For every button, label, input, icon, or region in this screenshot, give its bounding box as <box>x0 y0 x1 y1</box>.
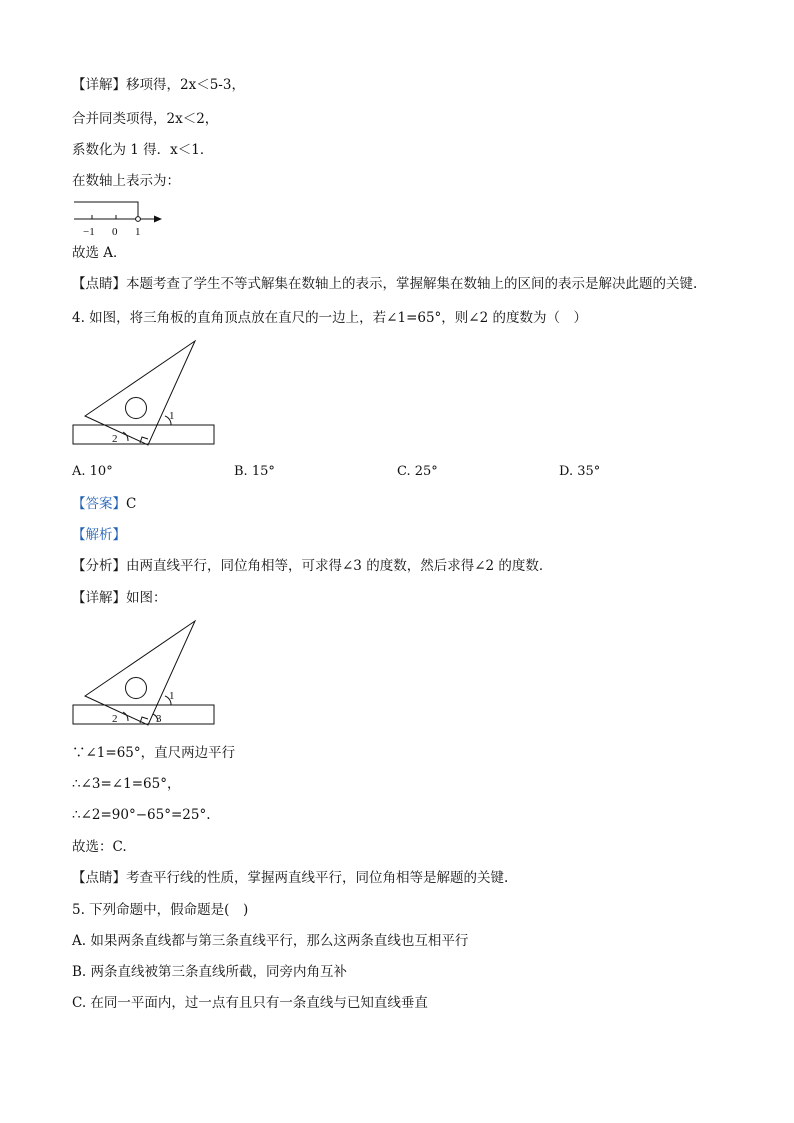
angle-2-label: 2 <box>112 713 118 725</box>
q4-answer-line <box>72 495 136 513</box>
detail-text: 如图： <box>126 590 167 606</box>
q3-detail-line <box>72 76 245 94</box>
q3-step4: 在数轴上表示为： <box>72 173 180 189</box>
q4-question: 4. 如图，将三角板的直角顶点放在直尺的一边上，若∠1=65°，则∠2 的度数为（ ） <box>72 310 588 326</box>
angle-3-label: 3 <box>156 713 162 725</box>
triangle-ruler-figure-1 <box>70 338 220 450</box>
answer-label: 【答案】 <box>72 496 126 512</box>
q3-step2: 合并同类项得，2x＜2， <box>72 111 219 127</box>
q5-option-b: B. 两条直线被第三条直线所截，同旁内角互补 <box>72 964 348 980</box>
option-a: A. 10° <box>72 464 113 479</box>
answer-value: C <box>126 496 137 512</box>
q4-step3: ∴∠2=90°−65°=25°. <box>72 807 211 823</box>
q4-fenxi-line <box>72 557 552 575</box>
comment-text: 考查平行线的性质，掌握两直线平行，同位角相等是解题的关键. <box>126 870 509 886</box>
comment-label: 【点睛】 <box>72 870 126 886</box>
q4-comment-line <box>72 869 508 887</box>
tick-label: 0 <box>112 226 118 238</box>
option-d: D. 35° <box>559 464 601 479</box>
detail-label: 【详解】 <box>72 590 126 606</box>
fenxi-text: 由两直线平行，同位角相等，可求得∠3 的度数，然后求得∠2 的度数． <box>126 558 553 574</box>
q5-option-c: C. 在同一平面内，过一点有且只有一条直线与已知直线垂直 <box>72 995 428 1011</box>
q4-step2: ∴∠3=∠1=65°， <box>72 776 181 792</box>
q3-choice: 故选 A． <box>72 245 127 261</box>
fenxi-label: 【分析】 <box>72 558 126 574</box>
analysis-label: 【解析】 <box>72 527 126 543</box>
option-c: C. 25° <box>397 464 438 479</box>
q3-step3: 系数化为 1 得．x＜1． <box>72 142 214 158</box>
comment-text: 本题考查了学生不等式解集在数轴上的表示，掌握解集在数轴上的区间的表示是解决此题的关键. <box>126 276 698 292</box>
tick-label: 1 <box>135 226 141 238</box>
q4-step1: ∵∠1=65°，直尺两边平行 <box>72 745 236 761</box>
option-b: B. 15° <box>234 464 275 479</box>
comment-label: 【点睛】 <box>72 276 126 292</box>
angle-2-label: 2 <box>112 433 118 445</box>
q3-comment-line <box>72 275 697 293</box>
q4-detail-line <box>72 589 167 607</box>
q5-option-a: A. 如果两条直线都与第三条直线平行，那么这两条直线也互相平行 <box>72 933 469 949</box>
detail-text: 移项得，2x＜5-3， <box>126 77 245 93</box>
angle-1-label: 1 <box>169 410 175 422</box>
q5-question: 5. 下列命题中，假命题是( ) <box>72 902 249 918</box>
angle-1-label: 1 <box>169 690 175 702</box>
tick-label: −1 <box>83 226 95 238</box>
number-line-figure <box>70 192 170 238</box>
triangle-ruler-figure-2 <box>70 618 220 730</box>
q4-choice: 故选：C. <box>72 839 127 855</box>
detail-label: 【详解】 <box>72 77 126 93</box>
